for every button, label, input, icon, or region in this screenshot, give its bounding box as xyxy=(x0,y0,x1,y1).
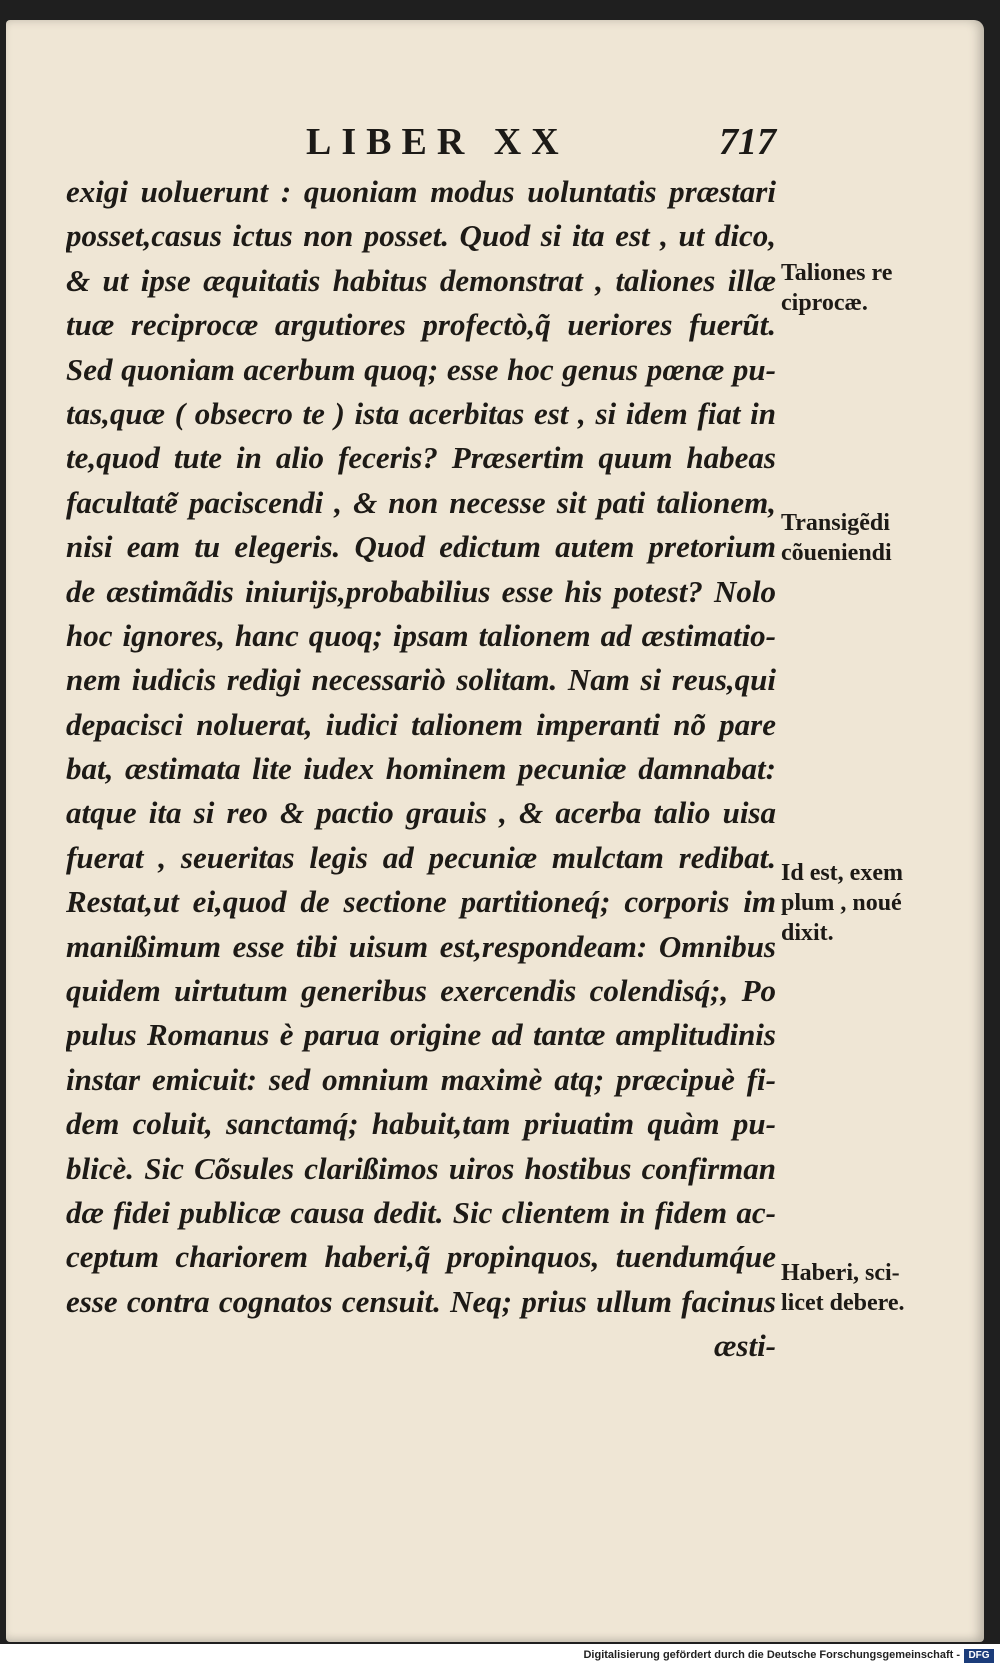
marginal-note-line: dixit. xyxy=(781,920,834,946)
book-page xyxy=(6,20,984,1642)
text-line: posset,casus ictus non posset. Quod si ita est , ut dico, xyxy=(66,218,776,254)
marginal-note-line: cõueniendi xyxy=(781,540,892,566)
text-line: esse contra cognatos censuit. Neq; prius ullum facinus xyxy=(66,1283,776,1319)
text-line: tuæ reciprocæ argutiores profectò,q̃ ueriores fuerũt. xyxy=(66,307,776,343)
body-text xyxy=(66,170,776,1369)
text-line: nem iudicis redigi necessariò solitam. Nam si reus,qui xyxy=(66,662,776,698)
dfg-logo: DFG xyxy=(964,1649,994,1663)
page-number: 717 xyxy=(719,121,776,163)
marginal-note xyxy=(781,258,931,318)
text-line: blicè. Sic Cõsules clarißimos uiros hostibus confirman xyxy=(66,1150,776,1186)
running-head-title: LIBER XX xyxy=(306,121,569,163)
footer-bar xyxy=(0,1644,1000,1669)
marginal-note-line: Taliones re xyxy=(781,260,893,286)
text-line: quidem uirtutum generibus exercendis colendisq́;, Po xyxy=(66,973,776,1009)
funding-credit: Digitalisierung gefördert durch die Deutsche Forschungsgemeinschaft - xyxy=(583,1649,960,1661)
marginal-note-line: Transigẽdi xyxy=(781,510,890,536)
text-line: de æstimãdis iniurijs,probabilius esse his potest? Nolo xyxy=(66,573,776,609)
marginal-note-line: licet debere. xyxy=(781,1290,905,1316)
marginal-note xyxy=(781,1258,931,1318)
text-line: pulus Romanus è parua origine ad tantæ amplitudinis xyxy=(66,1017,776,1053)
text-line: nisi eam tu elegeris. Quod edictum autem pretorium xyxy=(66,529,776,565)
text-line: dem coluit, sanctamq́; habuit,tam priuatim quàm pu- xyxy=(66,1106,776,1142)
text-line: instar emicuit: sed omnium maximè atq; præcipuè fi- xyxy=(66,1061,776,1097)
text-line: manißimum esse tibi uisum est,respondeam: Omnibus xyxy=(66,928,776,964)
text-line: facultatẽ paciscendi , & non necesse sit pati talionem, xyxy=(66,484,776,520)
text-line: depacisci noluerat, iudici talionem imperanti nõ pare xyxy=(66,706,776,742)
text-line: te,quod tute in alio feceris? Præsertim quum habeas xyxy=(66,440,776,476)
text-line: hoc ignores, hanc quoq; ipsam talionem ad æstimatio- xyxy=(66,617,776,653)
marginal-note xyxy=(781,858,931,948)
marginal-note-line: plum , noué xyxy=(781,890,902,916)
text-line: ceptum chariorem haberi,q̃ propinquos, tuendumq́ue xyxy=(66,1239,776,1275)
marginal-note-line: Haberi, sci- xyxy=(781,1260,900,1286)
text-line: Restat,ut ei,quod de sectione partitioneq́; corporis im xyxy=(66,884,776,920)
text-line: bat, æstimata lite iudex hominem pecuniæ damnabat: xyxy=(66,751,776,787)
text-line: exigi uoluerunt : quoniam modus uoluntatis præstari xyxy=(66,174,776,209)
marginal-note xyxy=(781,508,931,568)
text-line: Sed quoniam acerbum quoq; esse hoc genus pœnæ pu- xyxy=(66,351,776,387)
text-line: fuerat , seueritas legis ad pecuniæ mulctam redibat. xyxy=(66,839,776,875)
text-line: dæ fidei publicæ causa dedit. Sic clientem in fidem ac- xyxy=(66,1194,776,1230)
text-line: & ut ipse æquitatis habitus demonstrat , taliones illæ xyxy=(66,262,776,298)
marginal-note-line: ciprocæ. xyxy=(781,290,868,316)
text-line: atque ita si reo & pactio grauis , & acerba talio uisa xyxy=(66,795,776,831)
catchword: æsti- xyxy=(714,1328,776,1364)
running-head xyxy=(306,120,776,170)
text-line: tas,quæ ( obsecro te ) ista acerbitas est , si idem fiat in xyxy=(66,395,776,431)
marginal-note-line: Id est, exem xyxy=(781,860,903,886)
